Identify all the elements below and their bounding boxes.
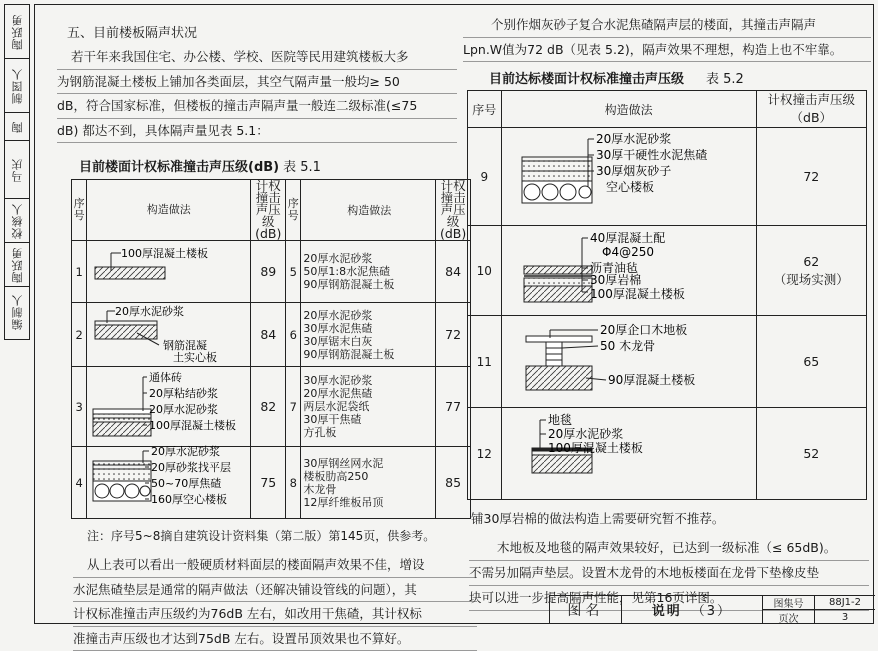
table2-number: 表 5.2 bbox=[706, 72, 744, 87]
floor-section-diagram bbox=[87, 241, 237, 299]
atlas-label: 图集号 bbox=[763, 596, 815, 610]
cinder-layer bbox=[522, 161, 592, 171]
layer-label: 30厚烟灰砂子 bbox=[596, 163, 671, 178]
row-value: 52 bbox=[757, 445, 866, 463]
row-value: 72 bbox=[757, 168, 866, 186]
floor-section-diagram bbox=[87, 303, 237, 363]
ash-sand-layer bbox=[522, 171, 592, 181]
row-no: 7 bbox=[286, 367, 301, 447]
layer-label: 100厚混凝土楼板 bbox=[149, 418, 236, 432]
row-no: 12 bbox=[468, 408, 502, 500]
section-diagram-cell bbox=[501, 128, 756, 226]
section-diagram-cell bbox=[87, 241, 251, 303]
drawing-name-label: 图名 bbox=[550, 596, 622, 623]
construction-text bbox=[301, 367, 436, 447]
header-no: 序号 bbox=[468, 91, 502, 128]
layer-text: 30厚锯末白灰 bbox=[303, 335, 435, 348]
strip-cell bbox=[5, 5, 29, 59]
row-value-cell bbox=[756, 226, 866, 316]
layer-label: 50 木龙骨 bbox=[600, 338, 655, 353]
slab-layer bbox=[95, 325, 157, 339]
strip-text: 陶跃勇 bbox=[12, 247, 23, 283]
construction-text bbox=[301, 447, 436, 519]
layer-label: 30厚干硬性水泥焦碴 bbox=[596, 147, 707, 162]
text-line: dB) 都达不到，具体隔声量见表 5.1： bbox=[57, 119, 457, 144]
right-intro-paragraph bbox=[463, 13, 871, 62]
left-column bbox=[57, 23, 457, 651]
table-row bbox=[468, 316, 867, 408]
floor-section-diagram bbox=[502, 129, 756, 221]
layer-label: 20厚企口木地板 bbox=[600, 322, 687, 337]
section-diagram-cell bbox=[501, 226, 756, 316]
table2-note: 铺30厚岩棉的做法构造上需要研究暂不推荐。 bbox=[471, 508, 871, 530]
row-no: 3 bbox=[72, 367, 87, 447]
layer-label: 30厚岩棉 bbox=[590, 272, 641, 287]
strip-text: 马庆 bbox=[12, 158, 23, 182]
section-diagram-cell bbox=[87, 447, 251, 519]
strip-text: 编制人 bbox=[12, 294, 23, 330]
row-no: 8 bbox=[286, 447, 301, 519]
right-column bbox=[463, 13, 871, 611]
layer-text: 30厚水泥焦碴 bbox=[303, 322, 435, 335]
layer-label: 100厚混凝土楼板 bbox=[590, 286, 685, 301]
row-value: 89 bbox=[251, 241, 286, 303]
layer-label: 20厚水泥砂浆 bbox=[151, 444, 220, 458]
strip-cell bbox=[5, 141, 29, 199]
layer-label: 20厚粘结砂浆 bbox=[149, 386, 218, 400]
section-diagram-cell bbox=[87, 367, 251, 447]
section-diagram-cell bbox=[501, 408, 756, 500]
table-row bbox=[468, 128, 867, 226]
section-diagram-cell bbox=[501, 316, 756, 408]
table-row bbox=[468, 408, 867, 500]
text-line: 块可以进一步提高隔声性能，见第16页详图。 bbox=[469, 586, 869, 611]
layer-label: 50~70厚焦碴 bbox=[151, 476, 221, 490]
layer-text: 20厚水泥砂浆 bbox=[303, 309, 435, 322]
slab-layer bbox=[532, 455, 592, 473]
row-no: 11 bbox=[468, 316, 502, 408]
row-no: 1 bbox=[72, 241, 87, 303]
floor-section-diagram bbox=[87, 367, 237, 443]
table-5-1 bbox=[71, 179, 471, 519]
analysis-paragraph bbox=[73, 553, 477, 651]
mortar-layer bbox=[522, 157, 592, 161]
table-5-2 bbox=[467, 90, 867, 500]
floor-section-diagram bbox=[502, 408, 756, 496]
strip-cell bbox=[5, 199, 29, 243]
layer-text: 30厚钢丝网水泥 bbox=[303, 457, 435, 470]
mortar-layer bbox=[93, 461, 151, 465]
layer-label: 20厚水泥砂浆 bbox=[149, 402, 218, 416]
layer-label: Φ4@250 bbox=[602, 245, 654, 259]
text-line: dB，符合国家标准，但楼板的撞击声隔声量一般连二级标准(≤75 bbox=[57, 94, 457, 119]
tile-layer bbox=[93, 409, 151, 414]
slab-layer bbox=[93, 422, 151, 436]
layer-text: 木龙骨 bbox=[303, 483, 435, 496]
row-value: 82 bbox=[251, 367, 286, 447]
layer-label: 20厚砂浆找平层 bbox=[151, 460, 231, 474]
row-value-note: （现场实测） bbox=[757, 271, 866, 289]
section-diagram-cell bbox=[87, 303, 251, 367]
row-no: 6 bbox=[286, 303, 301, 367]
text-line: 为钢筋混凝土楼板上铺加各类面层，其空气隔声量一般均≥ 50 bbox=[57, 70, 457, 95]
construction-text bbox=[301, 303, 436, 367]
mortar-layer bbox=[93, 414, 151, 418]
layer-text: 方孔板 bbox=[303, 426, 435, 439]
layer-text: 12厚纤维板吊顶 bbox=[303, 496, 435, 509]
layer-label: 20厚水泥砂浆 bbox=[115, 304, 184, 318]
text-line: 从上表可以看出一般硬质材料面层的楼面隔声效果不佳，增设 bbox=[73, 553, 477, 578]
text-line: 准撞击声压级也才达到75dB 左右。设置吊顶效果也不算好。 bbox=[73, 627, 477, 651]
slab-layer bbox=[526, 366, 592, 390]
construction-text bbox=[301, 241, 436, 303]
text-line: 计权标准撞击声压级约为76dB 左右，如改用干焦碴，其计权标 bbox=[73, 602, 477, 627]
signature-strip bbox=[4, 4, 30, 340]
layer-label: 空心楼板 bbox=[606, 179, 654, 194]
table2-title: 目前达标楼面计权标准撞击声压级 bbox=[489, 72, 684, 87]
table1-note: 注：序号5~8摘自建筑设计资料集（第二版）第145页，供参考。 bbox=[87, 525, 457, 547]
strip-cell bbox=[5, 287, 29, 337]
layer-label: 100厚混凝土楼板 bbox=[121, 246, 208, 260]
row-value: 84 bbox=[251, 303, 286, 367]
intro-paragraph bbox=[57, 45, 457, 143]
row-value: 65 bbox=[757, 353, 866, 371]
screed-layer bbox=[93, 465, 151, 469]
atlas-info bbox=[763, 596, 875, 623]
row-value: 72 bbox=[436, 303, 471, 367]
layer-label: 160厚空心楼板 bbox=[151, 492, 227, 506]
layer-text: 20厚水泥砂浆 bbox=[303, 252, 435, 265]
table-header-row bbox=[72, 180, 471, 241]
leader-line bbox=[562, 346, 598, 348]
floor-section-diagram bbox=[502, 316, 756, 404]
strip-cell bbox=[5, 113, 29, 141]
slab-layer bbox=[95, 267, 165, 279]
table-header-row bbox=[468, 91, 867, 128]
row-value-cell bbox=[756, 408, 866, 500]
row-value-cell bbox=[756, 128, 866, 226]
text-line: 木地板及地毯的隔声效果较好，已达到一级标准（≤ 65dB)。 bbox=[469, 536, 869, 561]
row-no: 4 bbox=[72, 447, 87, 519]
layer-text: 20厚水泥焦碴 bbox=[303, 387, 435, 400]
header-construction: 构造做法 bbox=[87, 180, 251, 241]
strip-text: 制图人 bbox=[12, 68, 23, 104]
table1-number: 表 5.1 bbox=[283, 160, 321, 175]
drawing-title-cell bbox=[622, 596, 763, 623]
table-row bbox=[468, 226, 867, 316]
row-value-cell bbox=[756, 316, 866, 408]
cinder-layer bbox=[93, 469, 151, 481]
mortar-layer bbox=[93, 418, 151, 422]
layer-label: 地毯 bbox=[548, 412, 572, 427]
row-value: 62 bbox=[757, 253, 866, 271]
strip-text: 校核人 bbox=[12, 203, 23, 239]
text-line: 个别作烟灰砂子复合水泥焦碴隔声层的楼面，其撞击声隔声 bbox=[463, 13, 871, 38]
layer-text: 30厚干焦碴 bbox=[303, 413, 435, 426]
page-label: 页次 bbox=[763, 610, 815, 624]
row-value: 85 bbox=[436, 447, 471, 519]
drawing-title-page: （3） bbox=[692, 600, 732, 619]
header-level: 计权撞击声压级(dB) bbox=[436, 180, 471, 241]
row-no: 9 bbox=[468, 128, 502, 226]
header-level: 计权撞击声压级(dB) bbox=[251, 180, 286, 241]
table1-caption bbox=[79, 157, 457, 179]
text-line: 不需另加隔声垫层。设置木龙骨的木地板楼面在龙骨下垫橡皮垫 bbox=[469, 561, 869, 586]
layer-label: 沥青油毡 bbox=[590, 260, 638, 275]
text-line: 若干年来我国住宅、办公楼、学校、医院等民用建筑楼板大多 bbox=[57, 45, 457, 70]
row-no: 10 bbox=[468, 226, 502, 316]
layer-label: 钢筋混凝 bbox=[163, 338, 207, 352]
layer-text: 90厚钢筋混凝土板 bbox=[303, 348, 435, 361]
layer-label: 20厚水泥砂浆 bbox=[596, 131, 671, 146]
layer-text: 90厚钢筋混凝土板 bbox=[303, 278, 435, 291]
atlas-number: 88J1-2 bbox=[815, 596, 875, 610]
row-value: 77 bbox=[436, 367, 471, 447]
layer-label: 100厚混凝土楼板 bbox=[548, 440, 643, 455]
table-row bbox=[72, 303, 471, 367]
layer-label: 90厚混凝土楼板 bbox=[608, 372, 695, 387]
layer-text: 楼板肋高250 bbox=[303, 470, 435, 483]
strip-cell bbox=[5, 243, 29, 287]
row-no: 5 bbox=[286, 241, 301, 303]
layer-label: 40厚混凝土配 bbox=[590, 230, 665, 245]
table1-title: 目前楼面计权标准撞击声压级(dB) bbox=[79, 160, 279, 175]
text-line: 水泥焦碴垫层是通常的隔声做法（还解决铺设管线的问题），其 bbox=[73, 578, 477, 603]
text-line: Lpn.W值为72 dB（见表 5.2)，隔声效果不理想，构造上也不牢靠。 bbox=[463, 38, 871, 63]
title-block bbox=[549, 595, 875, 623]
table2-caption bbox=[489, 70, 871, 90]
floor-section-diagram bbox=[502, 226, 756, 312]
table-row bbox=[72, 241, 471, 303]
layer-text: 30厚水泥砂浆 bbox=[303, 374, 435, 387]
layer-label: 通体砖 bbox=[149, 370, 182, 384]
strip-text: 陶 bbox=[12, 121, 23, 133]
mortar-layer bbox=[95, 321, 157, 325]
wood-floor-layer bbox=[526, 336, 592, 342]
page-number: 3 bbox=[815, 610, 875, 624]
header-construction: 构造做法 bbox=[501, 91, 756, 128]
section-title: 五、目前楼板隔声状况 bbox=[67, 23, 457, 45]
strip-text: 陶跃勇 bbox=[12, 14, 23, 50]
header-no: 序号 bbox=[72, 180, 87, 241]
layer-text: 两层水泥袋纸 bbox=[303, 400, 435, 413]
drawing-frame bbox=[34, 4, 874, 624]
header-no: 序号 bbox=[286, 180, 301, 241]
row-value: 75 bbox=[251, 447, 286, 519]
strip-cell bbox=[5, 59, 29, 113]
floor-section-diagram bbox=[87, 447, 237, 515]
row-value: 84 bbox=[436, 241, 471, 303]
layer-text: 50厚1:8水泥焦碴 bbox=[303, 265, 435, 278]
header-construction: 构造做法 bbox=[301, 180, 436, 241]
header-level: 计权撞击声压级（dB） bbox=[756, 91, 866, 128]
layer-label: 土实心板 bbox=[173, 350, 217, 364]
drawing-title: 说明 bbox=[652, 600, 682, 619]
table-row bbox=[72, 447, 471, 519]
table-row bbox=[72, 367, 471, 447]
row-no: 2 bbox=[72, 303, 87, 367]
layer-label: 20厚水泥砂浆 bbox=[548, 426, 623, 441]
